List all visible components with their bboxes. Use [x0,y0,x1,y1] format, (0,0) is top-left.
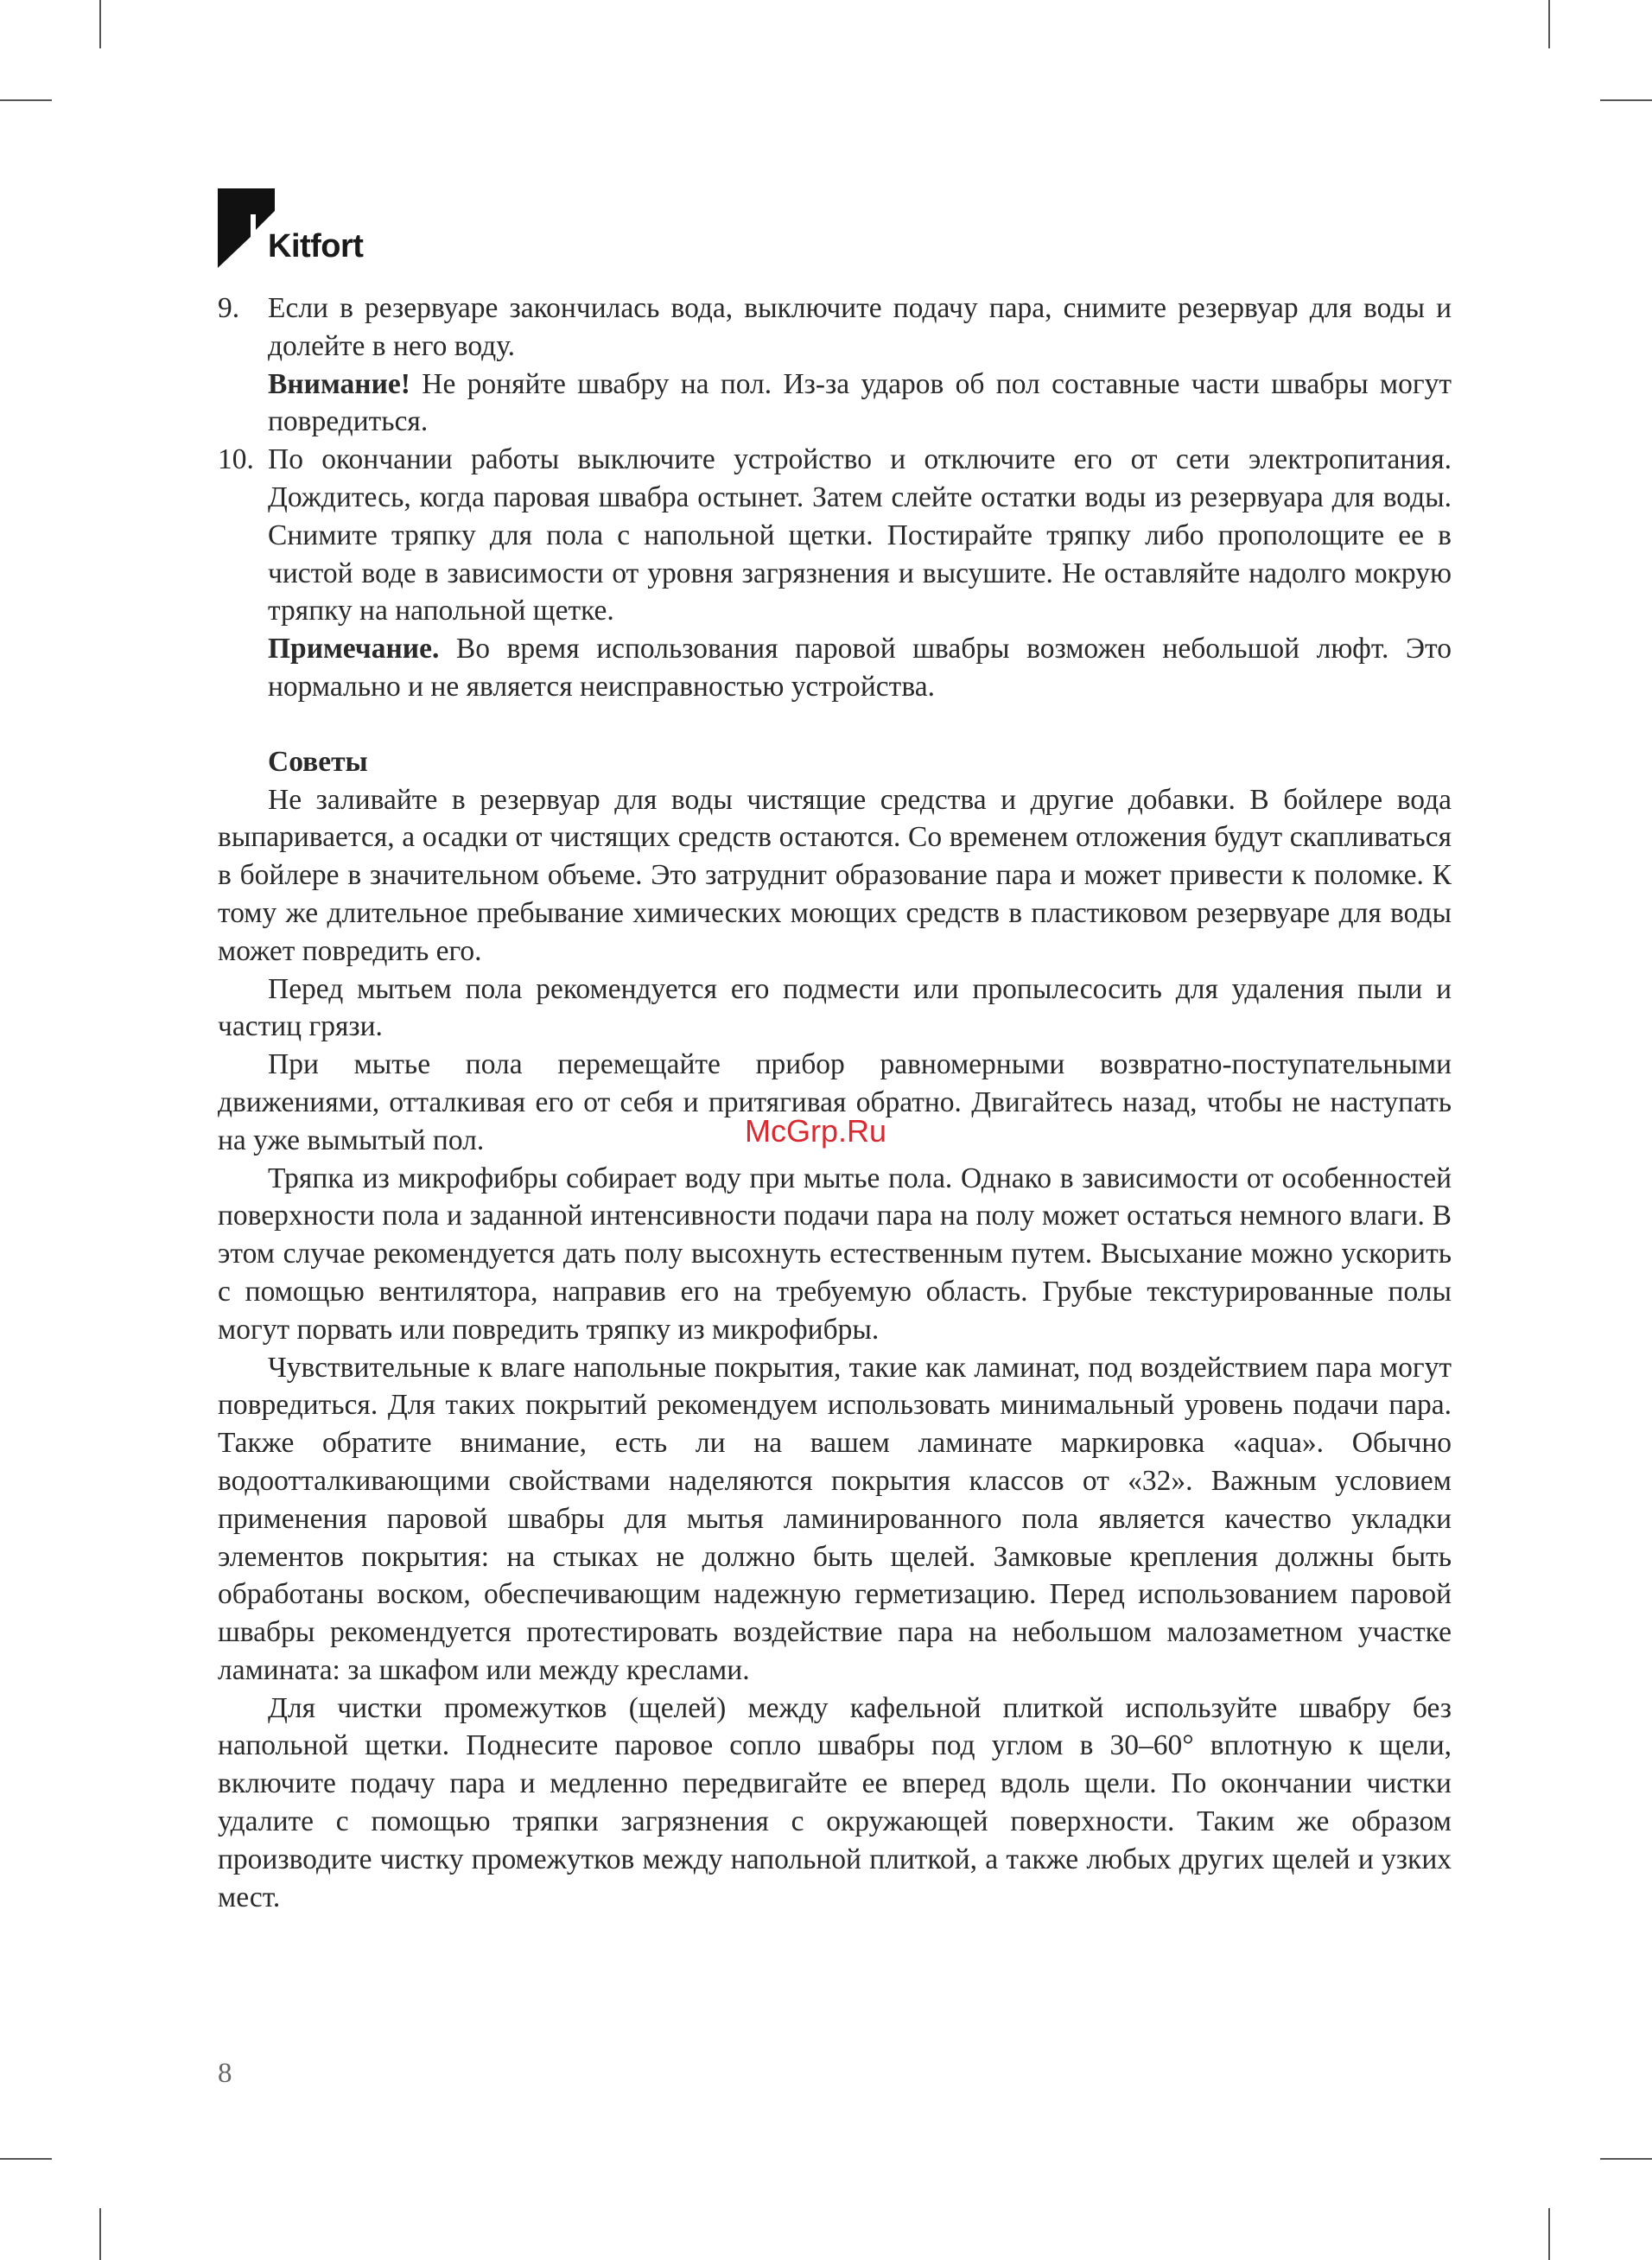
note-text: Во время использования паровой швабры возможен небольшой люфт. Это нормально и не является неисправностью устройства. [268,633,1452,703]
note-text: Не роняйте швабру на пол. Из-за ударов об пол составные части швабры могут повредиться. [268,367,1452,438]
paragraph: Для чистки промежутков (щелей) между кафельной плиткой используйте швабру без напольной щетки. Поднесите паровое сопло швабры под углом в 30–60° вплотную к щели, включите подачу пара и медленно передвигайте ее вперед вдоль щели. По окончании чистки удалите с помощью тряпки загрязнения с окружающей поверхности. Таким же образом производите чистку промежутков между напольной плиткой, а также любых других щелей и узких мест. [218,1691,1452,1913]
crop-mark-top-left-v [99,0,101,48]
crop-mark-top-right-v [1548,0,1550,48]
paragraph: Перед мытьем пола рекомендуется его подмести или пропылесосить для удаления пыли и частиц грязи. [218,972,1452,1043]
list-item-number: 9. [218,292,240,324]
paragraph: Чувствительные к влаге напольные покрытия, такие как ламинат, под воздействием пара могут повредиться. Для таких покрытий рекомендуем использовать минимальный уровень подачи пара. Также обратите внимание, есть ли на вашем ламинате маркировка «aqua». Обычно водоотталкивающими свойствами наделяются покрытия классов от «32». Важным условием применения паровой швабры для мытья ламинированного пола является качество укладки элементов покрытия: на стыках не должно быть щелей. Замковые крепления должны быть обработаны воском, обеспечивающим надежную герметизацию. Перед использованием паровой швабры рекомендуется протестировать воздействие пара на небольшом малозаметном участке ламината: за шкафом или между креслами. [218,1351,1452,1686]
list-item [218,290,1452,441]
list-item-number: 10. [218,443,254,476]
crop-mark-bottom-left-v [99,2208,101,2260]
paragraph: При мытье пола перемещайте прибор равномерными возвратно-поступательными движениями, отталкивая его от себя и притягивая обратно. Двигайтесь назад, чтобы не наступать на уже вымытый пол. [218,1048,1452,1156]
page-number: 8 [218,2058,232,2089]
section-title: Советы [268,745,368,778]
page-content [218,290,1452,1916]
brand-name: Kitfort [268,228,364,264]
paragraph: Не заливайте в резервуар для воды чистящие средства и другие добавки. В бойлере вода выпаривается, а осадки от чистящих средств остаются. Со временем отложения будут скапливаться в бойлере в значительном объеме. Это затруднит образование пара и может привести к поломке. К тому же длительное пребывание химических моющих средств в пластиковом резервуаре для воды может повредить его. [218,783,1452,967]
paragraph: Тряпка из микрофибры собирает воду при мытье пола. Однако в зависимости от особенностей поверхности пола и заданной интенсивности подачи пара на полу может остаться немного влаги. В этом случае рекомендуется дать полу высохнуть естественным путем. Высыхание можно ускорить с помощью вентилятора, направив его на требуемую область. Грубые текстурированные полы могут порвать или повредить тряпку из микрофибры. [218,1162,1452,1346]
list-item-text: Если в резервуаре закончилась вода, выключите подачу пара, снимите резервуар для воды и долейте в него воду. [268,292,1452,362]
note-label: Внимание! [268,367,410,400]
crop-mark-bottom-right-h [1600,2158,1652,2160]
note-label: Примечание. [268,633,440,665]
list-item-note [268,366,1452,442]
list-item-note [268,630,1452,706]
crop-mark-top-left-h [0,99,52,101]
crop-mark-top-right-h [1600,99,1652,101]
list-item [218,441,1452,706]
kitfort-logo [218,188,391,275]
watermark: McGrp.Ru [745,1113,887,1149]
list-item-text: По окончании работы выключите устройство и отключите его от сети электропитания. Дождитесь, когда паровая швабра остынет. Затем слейте остатки воды из резервуара для воды. Снимите тряпку для пола с напольной щетки. Постирайте тряпку либо прополощите ее в чистой воде в зависимости от уровня загрязнения и высушите. Не оставляйте надолго мокрую тряпку на напольной щетке. [268,443,1452,627]
crop-mark-bottom-left-h [0,2158,52,2160]
crop-mark-bottom-right-v [1548,2208,1550,2260]
